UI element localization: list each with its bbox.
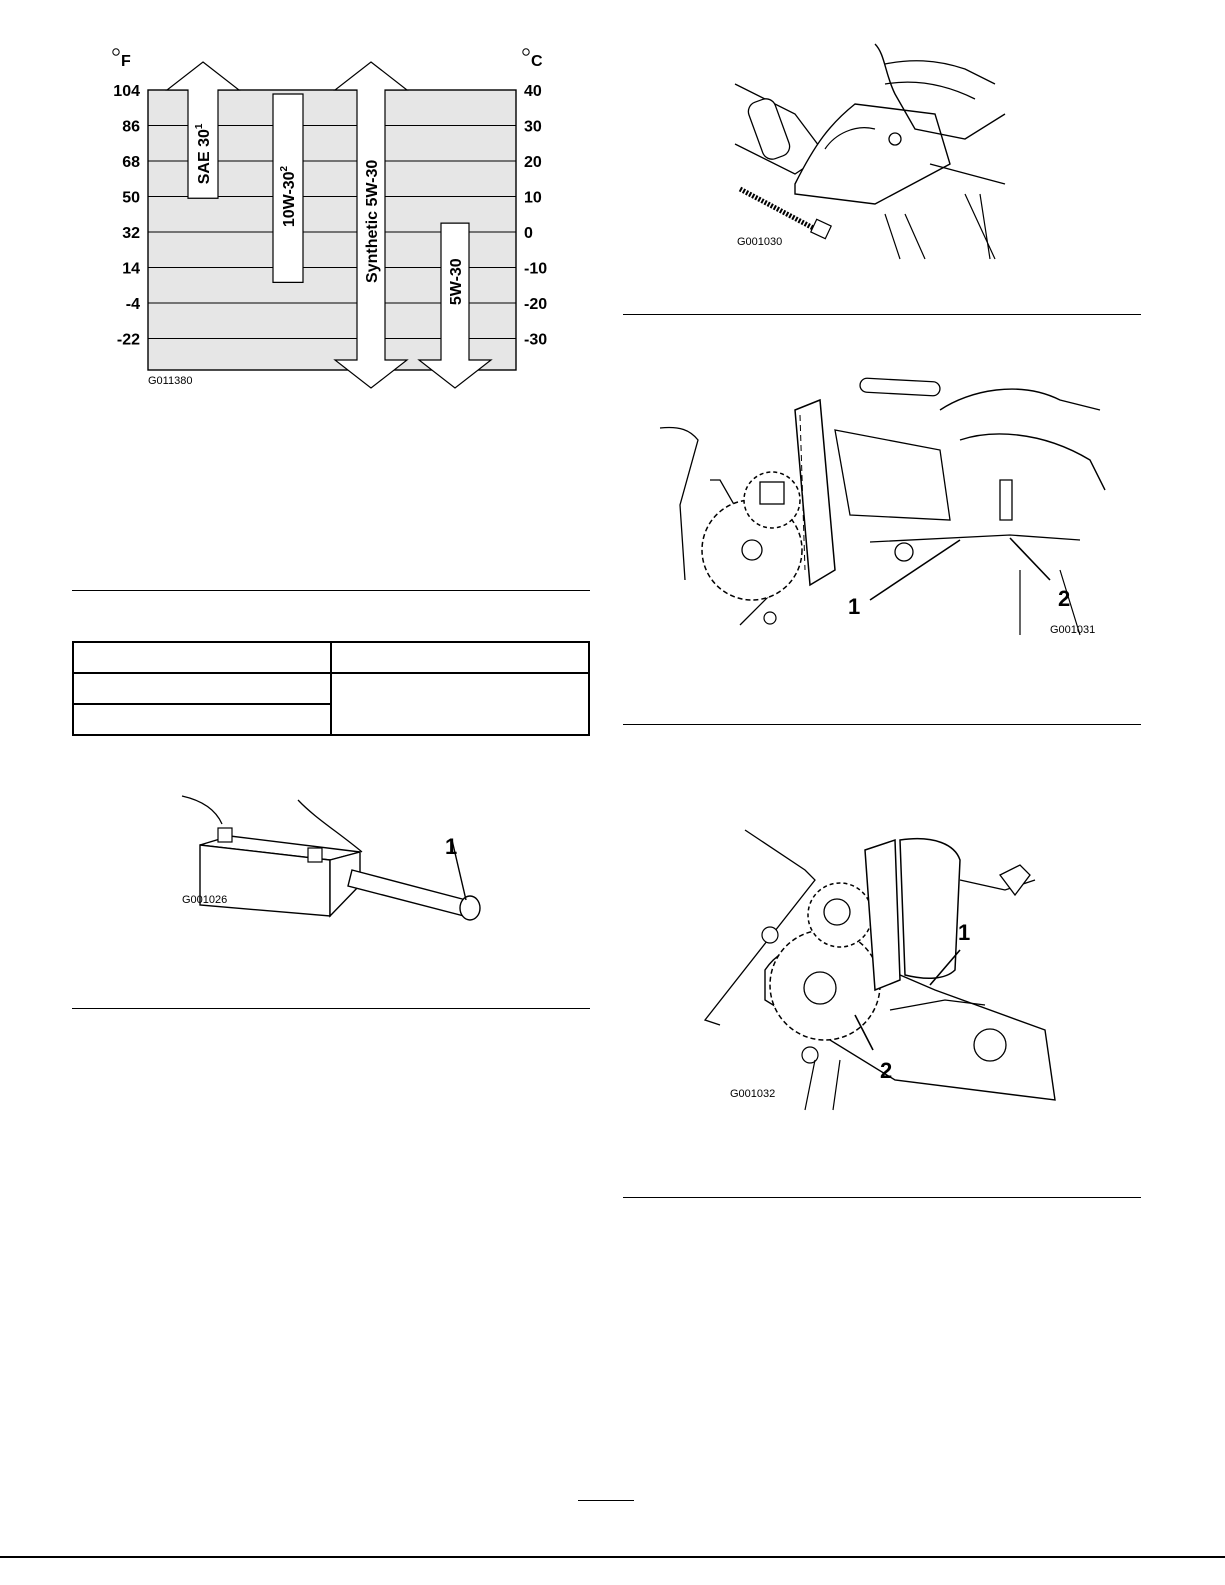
c-tick-label: -30 [524, 331, 548, 349]
table-cell [331, 673, 589, 735]
oil-label-footnote: 2 [279, 165, 290, 172]
bolt-icon [804, 972, 836, 1004]
table-cell [73, 642, 331, 673]
f-tick-label: 50 [122, 189, 140, 207]
f-tick-label: 86 [122, 118, 140, 136]
c-tick-label: 40 [524, 83, 542, 100]
table-cell [331, 642, 589, 673]
page-number-rule [578, 1500, 634, 1501]
section-divider [623, 724, 1141, 725]
c-tick-labels [524, 83, 547, 349]
oil-label: Synthetic 5W-30 [364, 159, 381, 283]
callout-1: 1 [445, 834, 458, 859]
figure-code: G011380 [148, 375, 193, 387]
callout-1: 1 [848, 594, 861, 619]
bolt-icon [974, 1029, 1006, 1061]
f-tick-label: 68 [122, 154, 140, 171]
figure-code: G001032 [730, 1088, 776, 1100]
section-divider [623, 1197, 1141, 1198]
callout-2: 2 [1058, 586, 1071, 611]
spec-table [72, 641, 590, 736]
bolt-icon [218, 828, 232, 842]
figure-code: G001026 [182, 894, 228, 906]
degree-symbol-c [523, 49, 529, 55]
c-tick-label: -10 [524, 260, 548, 278]
carburetor-hand-illustration [735, 44, 1005, 259]
section-divider [72, 590, 590, 591]
table-row [73, 642, 589, 673]
f-tick-label: -22 [116, 331, 140, 349]
table-cell [73, 673, 331, 704]
f-tick-label: 32 [122, 225, 140, 242]
unit-f-label: F [121, 53, 131, 70]
section-divider [623, 314, 1141, 315]
table-row [73, 673, 589, 704]
figure-code: G001031 [1050, 624, 1096, 636]
oil-label: $10W-30^2$ [279, 165, 298, 228]
section-divider [72, 1008, 590, 1009]
bolt-icon [308, 848, 322, 862]
c-tick-label: 0 [524, 225, 533, 242]
c-tick-label: -20 [524, 296, 548, 313]
c-tick-label: 20 [524, 154, 542, 171]
callout-1: 1 [958, 920, 971, 945]
c-tick-label: 30 [524, 118, 542, 136]
governor-linkage-illustration [660, 370, 1110, 635]
drain-tool-illustration [170, 790, 510, 930]
oil-label-footnote: 1 [194, 123, 205, 130]
figure-code: G001030 [737, 236, 783, 248]
table-cell [73, 704, 331, 735]
tool-shaft [348, 870, 466, 916]
oil-viscosity-chart [100, 40, 548, 400]
f-tick-label: -4 [125, 296, 140, 313]
f-tick-label: 14 [122, 260, 140, 278]
unit-c-label: C [531, 53, 543, 70]
f-tick-label: 104 [113, 83, 140, 100]
f-tick-labels [113, 83, 140, 349]
callout-2: 2 [880, 1058, 893, 1083]
degree-symbol-f [113, 49, 119, 55]
oil-label: SAE $30^1$ [194, 123, 213, 185]
oil-label: 5W-30 [448, 258, 465, 306]
c-tick-label: 10 [524, 189, 542, 207]
footer-rule [0, 1556, 1225, 1558]
